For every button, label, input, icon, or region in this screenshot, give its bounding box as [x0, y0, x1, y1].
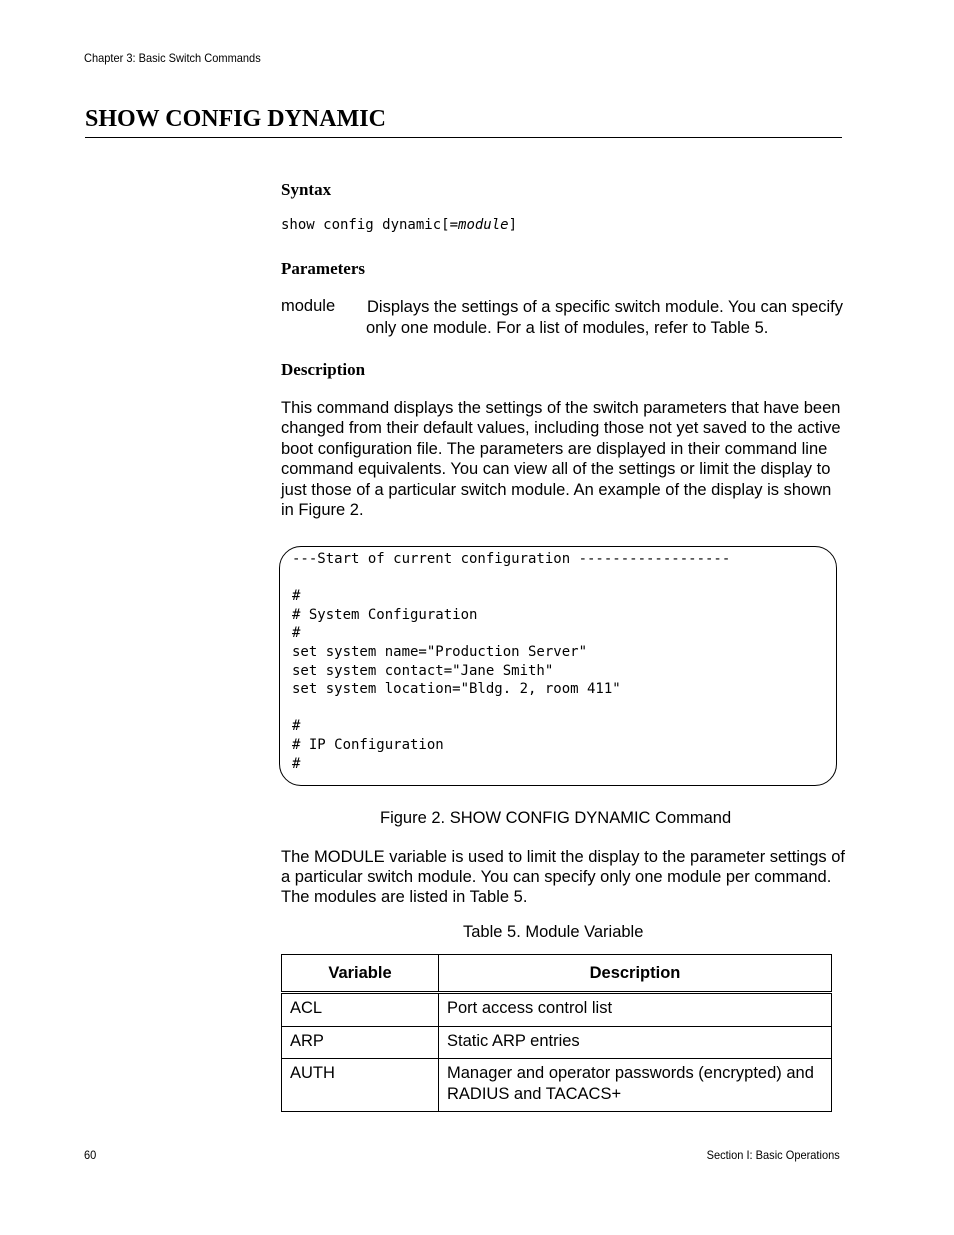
figure-caption: Figure 2. SHOW CONFIG DYNAMIC Command — [380, 809, 732, 827]
syntax-heading: Syntax — [281, 180, 332, 199]
code-figure — [279, 546, 837, 786]
syntax-param: module — [458, 217, 509, 233]
table-cell-description: Port access control list — [439, 993, 832, 1027]
table-cell-description: Manager and operator passwords (encrypted) and RADIUS and TACACS+ — [439, 1059, 832, 1112]
syntax-close: ] — [508, 217, 518, 233]
section-footer: Section I: Basic Operations — [706, 1148, 840, 1162]
module-text: The MODULE variable is used to limit the display to the parameter settings of a particular switch module. You can specify only one module per command. The modules are listed in Table 5. — [281, 848, 846, 907]
syntax-command-text: show config dynamic[= — [281, 217, 459, 233]
description-heading: Description — [281, 360, 366, 379]
module-table — [281, 954, 832, 1112]
table-header-description: Description — [439, 955, 832, 993]
table-header-row — [282, 955, 832, 993]
parameter-description: Displays the settings of a specific switch module. You can specify only one module. For a list of modules, refer to Table 5. — [366, 298, 843, 337]
syntax-command — [281, 217, 517, 233]
table-cell-variable: ARP — [282, 1026, 439, 1059]
code-listing: ---Start of current configuration ------------------ # # System Configuration # set system name="Production Server" set system contact="Jane Smith" set system location="Bldg. 2, room 411" # # IP Configuration # — [292, 551, 731, 772]
page-number: 60 — [84, 1148, 97, 1162]
table-cell-description: Static ARP entries — [439, 1026, 832, 1059]
page-title: SHOW CONFIG DYNAMIC — [85, 106, 842, 138]
table-row — [282, 1059, 832, 1112]
table-header-variable: Variable — [282, 955, 439, 993]
table-row — [282, 1026, 832, 1059]
table-caption: Table 5. Module Variable — [463, 923, 644, 941]
table-cell-variable: ACL — [282, 993, 439, 1027]
parameter-name: module — [281, 297, 336, 315]
description-text: This command displays the settings of the switch parameters that have been changed from their default values, including those not yet saved to the active boot configuration file. The parameters are displayed in their command line command equivalents. You can view all of the settings or limit the display to just those of a particular switch module. An example of the display is shown in Figure 2. — [281, 399, 841, 520]
table-row — [282, 993, 832, 1027]
parameters-heading: Parameters — [281, 259, 366, 278]
table-cell-variable: AUTH — [282, 1059, 439, 1112]
running-head: Chapter 3: Basic Switch Commands — [84, 51, 261, 65]
